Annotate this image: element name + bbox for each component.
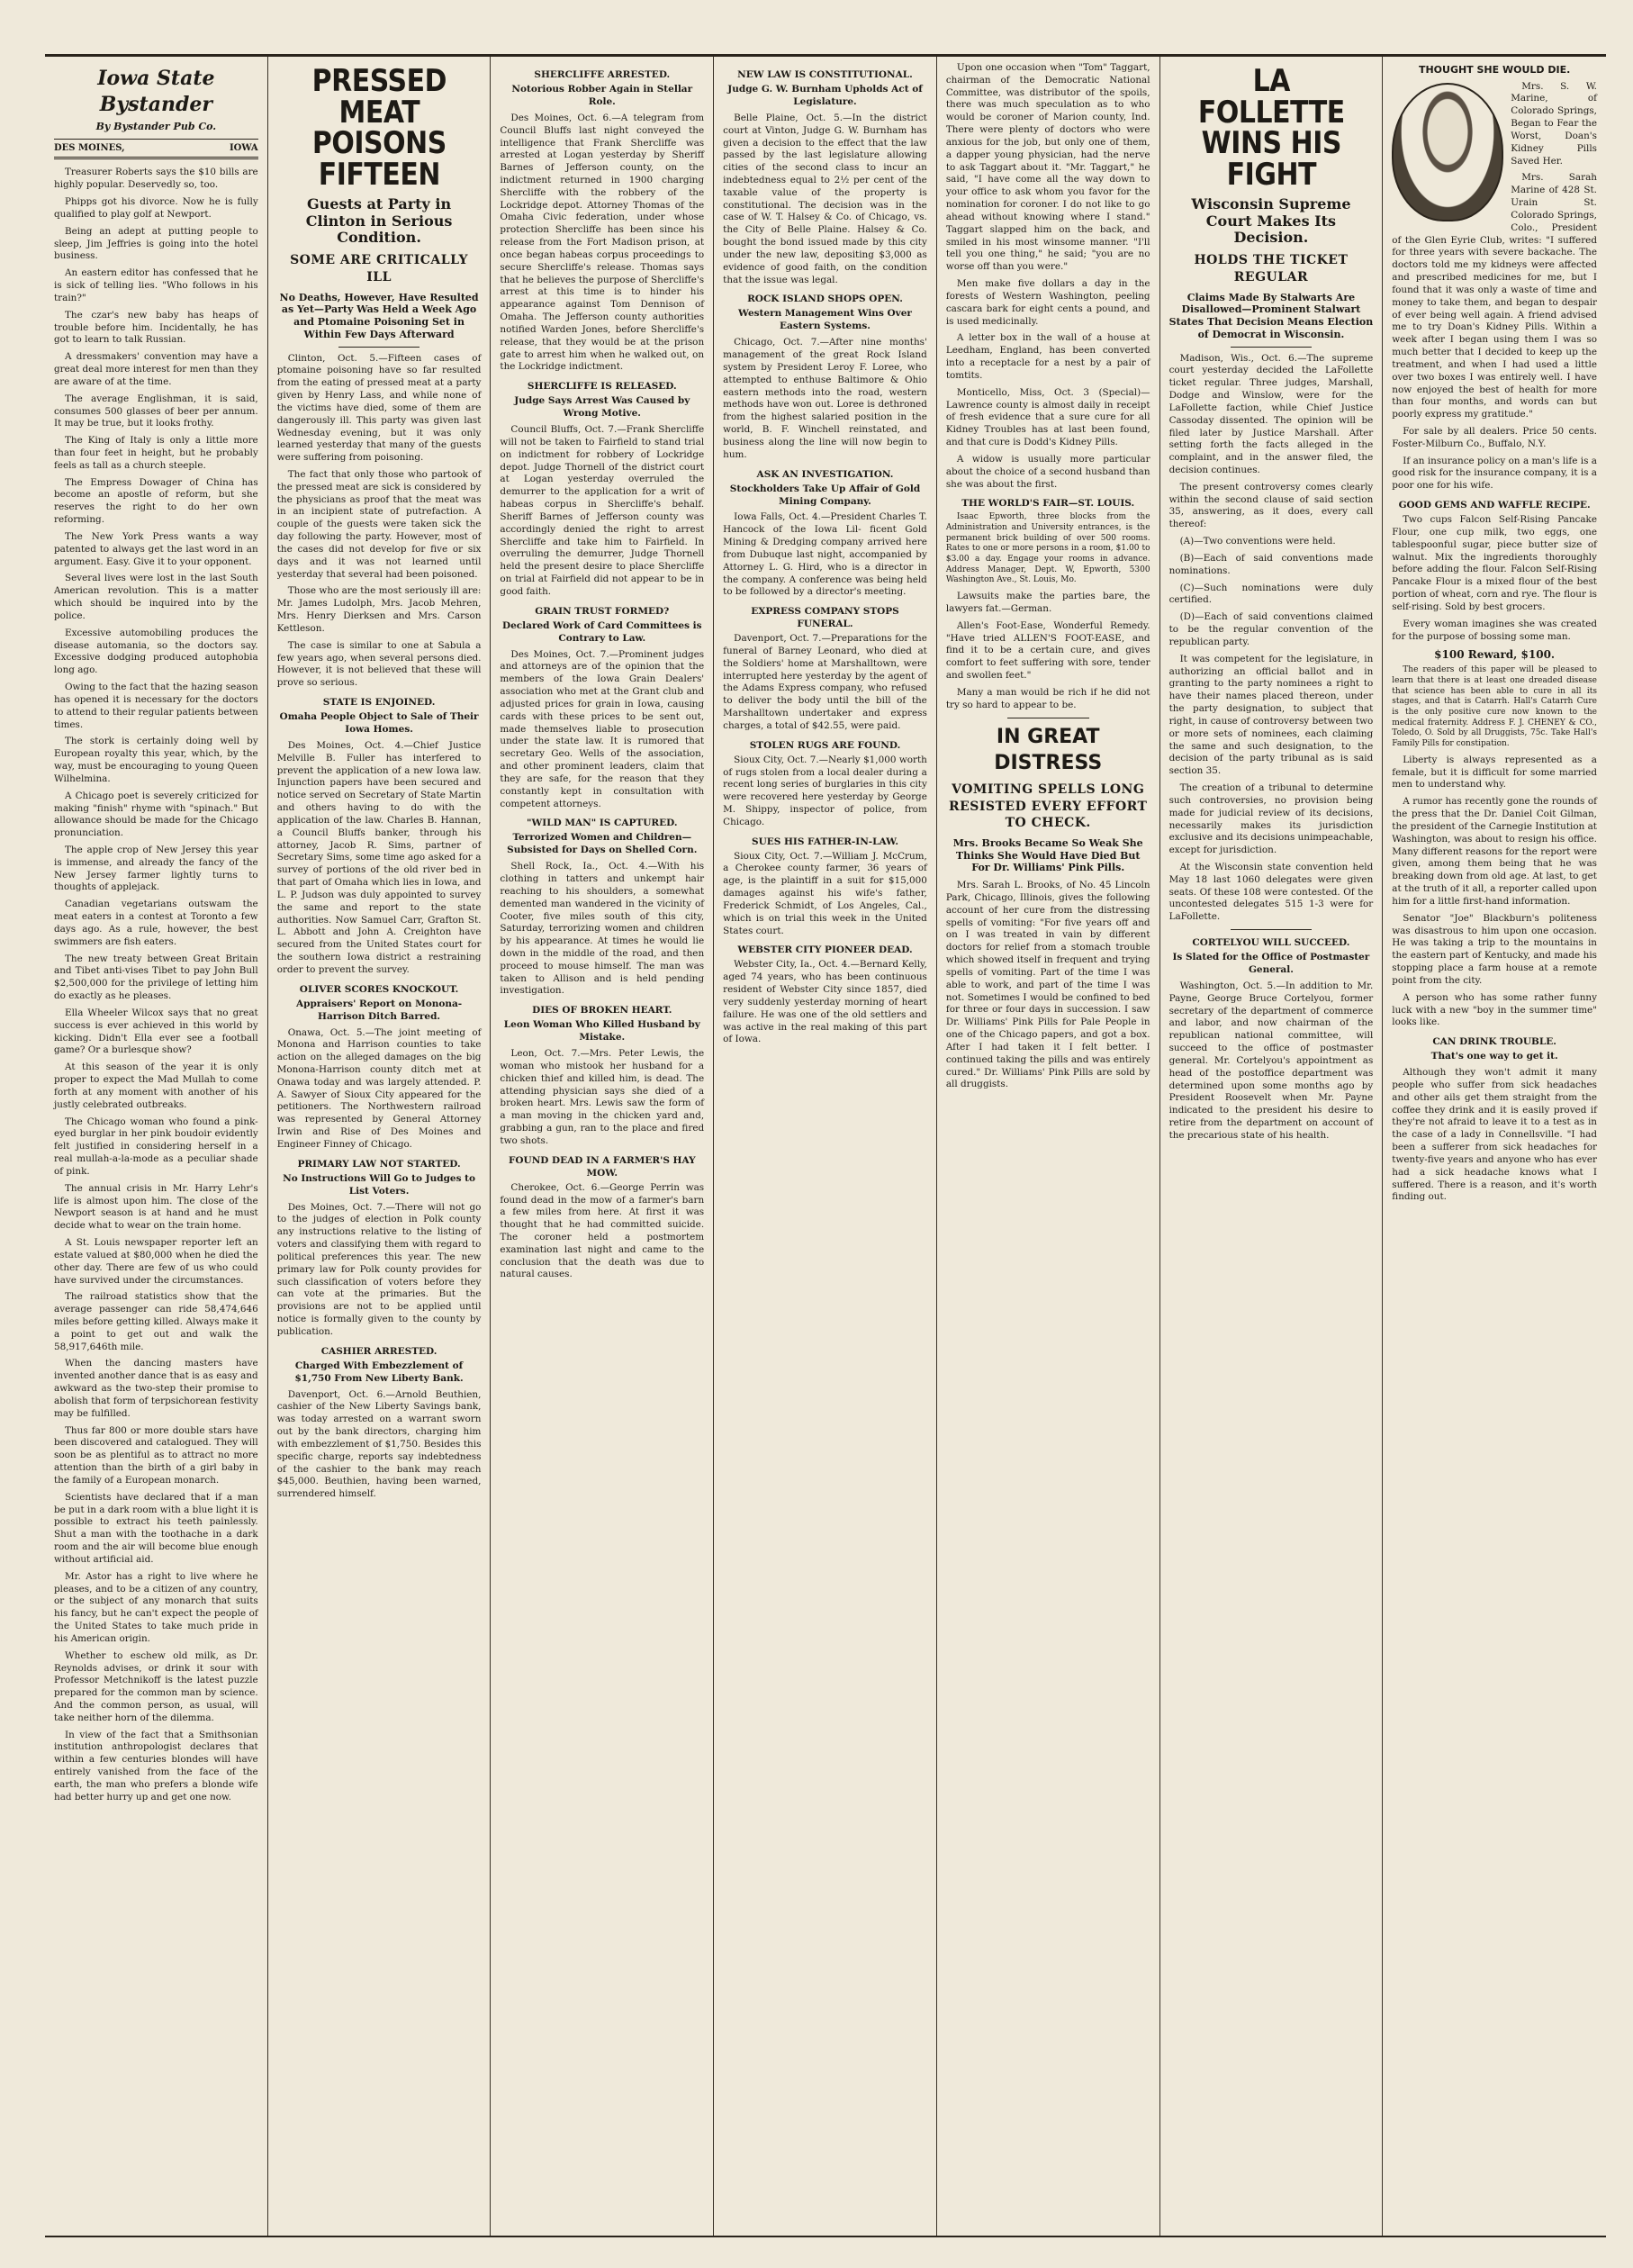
article-text: Davenport, Oct. 6.—Arnold Beuthien, cashier of the New Liberty Savings bank, was today arrested on a warrant sworn out by the bank directors, charging him with embezzlement of $1,750. Besides this specific charge, reports say indebtedness of the cashier to the bank may reach $45,000. Beuthien, having been warned, surrendered himself. — [276, 1388, 482, 1500]
paragraph: (C)—Such nominations were duly certified. — [1168, 582, 1374, 606]
paragraph: Ella Wheeler Wilcox says that no great success is ever achieved in this world by kicking. Didn't Ella ever see a football game? Or a burlesque show? — [54, 1007, 258, 1056]
paragraph: Owing to the fact that the hazing season has opened it is necessary for the doctors to attend to their regular patients between times. — [54, 682, 258, 730]
worlds-fair-body: Isaac Epworth, three blocks from the Administration and University entrances, is the permanent brick building of over 500 rooms. Rates to one or more persons in a room, $1.00 to $3.00 a day. Engage your rooms in advance. Address Manager, Dept. W, Epworth, 5300 Washington Ave., St. Louis, Mo. — [945, 512, 1150, 585]
headline-great-distress: IN GREAT DISTRESS — [994, 725, 1103, 774]
woman-portrait-image — [1392, 83, 1503, 221]
paragraph: At this season of the year it is only proper to expect the Mad Mullah to come forth at any moment with another of his justly celebrated outbreaks. — [54, 1062, 258, 1110]
paragraph: The fact that only those who partook of the pressed meat are sick is considered by the physicians as proof that the meat was in an incipient state of putrefaction. A couple of the guests were taken sick the day following the party. However, most of the cases did not develop for five or six days and it was not learned until yesterday that several had been poisoned. — [276, 468, 482, 580]
recipe-heading: GOOD GEMS AND WAFFLE RECIPE. — [1398, 500, 1591, 511]
article-heading: SHERCLIFFE IS RELEASED. — [527, 381, 677, 393]
column-2 — [268, 57, 492, 2236]
cortelyou-body: Washington, Oct. 5.—In addition to Mr. Payne, George Bruce Cortelyou, former secretary of the department of commerce and labor, and now chairman of the republican national committee, will succeed to the office of postmaster general. Mr. Cortelyou's appointment as head of the postoffice department was determined upon some months ago by President Roosevelt when Mr. Payne indicated to the president his desire to retire from the department on account of the precarious state of his health. — [1168, 980, 1374, 1141]
article-heading: DIES OF BROKEN HEART. — [532, 1005, 672, 1017]
paragraph: Thus far 800 or more double stars have been discovered and catalogued. They will soon be as plentiful as to attract no more attention than the birth of a girl baby in the family of a European monarch. — [54, 1424, 258, 1486]
article-text: Council Bluffs, Oct. 7.—Frank Shercliffe will not be taken to Fairfield to stand trial on indictment for robbery of Lockridge depot. Judge Thornell of the district court at Logan yesterday overruled the demurrer to the application for a writ of habeas corpus in Shercliffe's behalf. Sheriff Barnes of Jefferson county was accordingly denied the right to arrest Shercliffe and take him to Fairfield. In overruling the demurrer, Judge Thornell held the present desire to place Shercliffe on trial at Fairfield did not appear to be in good faith. — [500, 424, 705, 597]
paragraph: A St. Louis newspaper reporter left an estate valued at $80,000 when he died the other day. There are few of us who could have survived under the circumstances. — [54, 1237, 258, 1286]
article-subheading: Judge Says Arrest Was Caused by Wrong Motive. — [514, 395, 690, 420]
reward-body: The readers of this paper will be pleased to learn that there is at least one dreaded disease that science has been able to cure in all its stages, and that is Catarrh. Hall's Catarrh Cure is the only positive cure now known to the medical fraternity. Address F. J. CHENEY & CO., Toledo, O. Sold by all Druggists, 75c. Take Hall's Family Pills for constipation. — [1392, 665, 1597, 749]
article-subheading: Judge G. W. Burnham Upholds Act of Legislature. — [727, 83, 923, 107]
deck-vomiting: VOMITING SPELLS LONG RESISTED EVERY EFFORT TO CHECK. — [948, 782, 1148, 831]
article-heading: ROCK ISLAND SHOPS OPEN. — [747, 294, 903, 305]
paragraph: Lawsuits make the parties bare, the lawyers fat.—German. — [945, 591, 1150, 614]
article-text: Sioux City, Oct. 7.—William J. McCrum, a Cherokee county farmer, 36 years of age, is the plaintiff in a suit for $15,000 damages against his wife's father, Frederick Schmidt, of Los Angeles, Cal., which is on trial this week in the United States court. — [723, 850, 927, 936]
article-heading: WEBSTER CITY PIONEER DEAD. — [737, 944, 913, 956]
paragraph: Mr. Astor has a right to live where he pleases, and to be a citizen of any country, or the subject of any monarch that suits his fancy, but he can't expect the people of the United States to take much pride in his American origin. — [54, 1570, 258, 1644]
masthead-city: DES MOINES, — [54, 143, 125, 154]
column-3 — [491, 57, 714, 2236]
paragraph: Canadian vegetarians outswam the meat eaters in a contest at Toronto a few days ago. As a rule, however, the best swimmers are fish eaters. — [54, 899, 258, 947]
bossing-paragraph: Every woman imagines she was created for the purpose of bossing some man. — [1392, 618, 1597, 642]
article-heading: PRIMARY LAW NOT STARTED. — [297, 1158, 461, 1170]
article-heading: OLIVER SCORES KNOCKOUT. — [299, 983, 459, 995]
article-text: Shell Rock, Ia., Oct. 4.—With his clothing in tatters and unkempt hair reaching to his shoulders, a somewhat demented man wandered in the vicinity of Cooter, five miles south of this city, Saturday, terrorizing women and children by his appearance. At times he would lie down in the middle of the road, and then proceed to mouse himself. The man was taken to Allison and is held pending investigation. — [500, 861, 705, 997]
article-heading: STOLEN RUGS ARE FOUND. — [749, 739, 901, 751]
paragraph: Those who are the most seriously ill are: Mr. James Ludolph, Mrs. Jacob Mehren, Mrs. Henry Dierksen and Mrs. Carson Kettleson. — [276, 585, 482, 634]
reward-heading: $100 Reward, $100. — [1434, 648, 1556, 662]
paragraph: If an insurance policy on a man's life is a good risk for the insurance company, it is a poor one for his wife. — [1392, 455, 1597, 492]
article-subheading: Stockholders Take Up Affair of Gold Mining Company. — [729, 483, 921, 507]
masthead-title: Iowa State Bystander — [97, 67, 215, 117]
paragraph: The annual crisis in Mr. Harry Lehr's life is almost upon him. The close of the Newport season is at hand and he must decide what to wear on the train home. — [54, 1182, 258, 1232]
paragraph: It was competent for the legislature, in authorizing an official ballot and in granting to the party nominees a right to have their names placed thereon, under the party designation, to subject that right, in cause of controversy between two or more sets of nominees, each claiming the same and such designation, to the decision of the party tribunal as is said section 35. — [1168, 653, 1374, 777]
thought-she-would-die-heading: THOUGHT SHE WOULD DIE. — [1418, 64, 1571, 76]
article-text: Chicago, Oct. 7.—After nine months' management of the great Rock Island system by President Leroy F. Loree, who attempted to enthuse Baltimore & Ohio eastern methods into the road, western methods have won out. Loree is dethroned from the highest salaried position in the world, B. F. Winchell reinstated, and business along the line will now begin to hum. — [723, 337, 927, 460]
recipe-body: Two cups Falcon Self-Rising Pancake Flour, one cup milk, two eggs, one tablespoonful sugar, piece butter size of walnut. Mix the ingredients thoroughly before adding the flour. Falcon Self-Rising Pancake Flour is a mixed flour of the best portion of wheat, corn and rye. The flour is self-rising. Sold by best grocers. — [1392, 514, 1597, 612]
editorial-paragraphs — [54, 167, 258, 1803]
paragraph: For sale by all dealers. Price 50 cents. Foster-Milburn Co., Buffalo, N.Y. — [1392, 425, 1597, 449]
deck-clinton: Guests at Party in Clinton in Serious Condition. — [305, 194, 453, 247]
divider — [1231, 929, 1313, 930]
paragraph: Upon one occasion when "Tom" Taggart, chairman of the Democratic National Committee, was distributor of the spoils, there was much speculation as to who would be coroner of Marion county, Ind. There were plenty of doctors who were anxious for the job, but only one of them, a dapper young physician, had the nerve to ask Taggart about it. "Mr. Taggart," he said, "I have come all the way down to your office to ask whom you favor for the nomination for coroner. I do not like to go ahead without knowing where I stand." Taggart slapped him on the back, and smiled in his most winsome manner. "I'll tell you one thing," he said; "you are no worse off than you were." — [945, 62, 1150, 273]
paragraph: The czar's new baby has heaps of trouble before him. Incidentally, he has got to learn to talk Russian. — [54, 309, 258, 346]
deck-ticket-regular: HOLDS THE TICKET REGULAR — [1194, 253, 1349, 285]
paragraph: The railroad statistics show that the average passenger can ride 58,474,646 miles before getting killed. Always make it a point to get out and walk the 58,917,646th mile. — [54, 1291, 258, 1352]
article-heading: NEW LAW IS CONSTITUTIONAL. — [737, 69, 913, 80]
paragraph: A rumor has recently gone the rounds of the press that the Dr. Daniel Coit Gilman, the president of the Carnegie Institution at Washington, was about to resign his office. Many different reasons for the report were given, among them being that he was breaking down from old age. At last, to get at the truth of it all, a reporter called upon him for a little first-hand information. — [1392, 796, 1597, 907]
paragraph: The new treaty between Great Britain and Tibet anti-vises Tibet to pay John Bull $2,500,000 for the privilege of letting him do exactly as he pleases. — [54, 953, 258, 1002]
paragraph: A Chicago poet is severely criticized for making "finish" rhyme with "spinach." But allowance should be made for the Chicago pronunciation. — [54, 790, 258, 839]
paragraph: A widow is usually more particular about the choice of a second husband than she was about the first. — [945, 453, 1150, 490]
deck-critically-ill: SOME ARE CRITICALLY ILL — [290, 253, 469, 285]
article-text: Davenport, Oct. 7.—Preparations for the funeral of Barney Leonard, who died at the Soldiers' home at Marshalltown, were interrupted here yesterday by the agent of the Adams Express company, who refused to deliver the body until the bill of the Marshalltown undertaker and express charges, a total of $42.55, were paid. — [723, 633, 927, 731]
column-1 — [45, 57, 268, 2236]
article-heading: GRAIN TRUST FORMED? — [535, 605, 670, 617]
can-drink-trouble-heading: CAN DRINK TROUBLE. — [1432, 1036, 1556, 1048]
masthead-state: IOWA — [229, 143, 258, 154]
article-text: Leon, Oct. 7.—Mrs. Peter Lewis, the woman who mistook her husband for a chicken thief and killed him, is dead. The attending physician says she died of a broken heart. Mrs. Lewis saw the form of a man moving in the chicken yard and, grabbing a gun, ran to the place and fired two shots. — [500, 1048, 705, 1146]
article-text: Des Moines, Oct. 4.—Chief Justice Melville B. Fuller has interfered to prevent the application of a new Iowa law. Injunction papers have been secured and notice served on Secretary of State Martin and others having to do with the application of the law. Charles B. Hannan, a Council Bluffs banker, through his attorney, Jacob R. Sims, partner of Secretary Sims, some time ago asked for a survey of portions of the old river bed in that part of Omaha which lies in Iowa, and L. P. Judson was duly appointed to survey the same and report to the state authorities. Now Samuel Carr, Grafton St. L. Abbott and John A. Creighton have secured from the United States court for the southern Iowa district a restraining order to prevent the survey. — [276, 739, 482, 975]
article-list — [723, 69, 927, 1046]
deck-wisconsin: Wisconsin Supreme Court Makes Its Decision. — [1191, 194, 1351, 247]
worlds-fair-heading: THE WORLD'S FAIR—ST. LOUIS. — [961, 498, 1135, 510]
article-subheading: No Instructions Will Go to Judges to List Voters. — [283, 1172, 476, 1197]
paragraph: Liberty is always represented as a female, but it is difficult for some married men to understand why. — [1392, 754, 1597, 791]
paragraph: A letter box in the wall of a house at Leedham, England, has been converted into a receptacle for a nest by a pair of tomtits. — [945, 332, 1150, 381]
column-grid — [45, 54, 1606, 2237]
article-text: Belle Plaine, Oct. 5.—In the district court at Vinton, Judge G. W. Burnham has given a decision to the effect that the law passed by the last legislature allowing cities of the second class to incur an indebtedness equal to 2½ per cent of the taxable value of the property is constitutional. The decision was in the case of W. T. Halsey & Co. of Chicago, vs. the City of Belle Plaine. Halsey & Co. bought the bond issued made by this city under the new law, depositing $3,000 as evidence of good faith, on the condition that the issue was legal. — [723, 112, 927, 285]
paragraph: Excessive automobiling produces the disease automania, so the doctors say. Excessive dodging produced autophobia long ago. — [54, 627, 258, 676]
column-4 — [714, 57, 937, 2236]
subdeck-no-deaths: No Deaths, However, Have Resulted as Yet—Party Was Held a Week Ago and Ptomaine Poisoning Set in Within Few Days Afterward — [279, 291, 479, 340]
article-heading: SUES HIS FATHER-IN-LAW. — [752, 836, 898, 847]
subdeck-mrs-brooks: Mrs. Brooks Became So Weak She Thinks She Would Have Died But For Dr. Williams' Pink Pills. — [952, 836, 1143, 874]
article-list — [500, 69, 704, 1281]
paragraph: When the dancing masters have invented another dance that is as easy and awkward as the two-step their promise to abolish that form of terpsichorean festivity may be fulfilled. — [54, 1358, 258, 1419]
paragraph: (D)—Each of said conventions claimed to be the regular convention of the republican party. — [1168, 611, 1374, 647]
paragraph: At the Wisconsin state convention held May 18 last 1060 delegates were given seats. Of these 108 were contested. Of the uncontested delegates 515 1-3 were for LaFollette. — [1168, 862, 1374, 923]
paragraph: Mrs. Sarah Marine of 428 St. Urain St. Colorado Springs, Colo., President of the Glen Eyrie Club, writes: "I suffered for three years with severe backache. The doctors told me my kidneys were affected and prescribed medicines for me, but I found that it was only a waste of time and money to take them, and began to despair of ever being well again. A friend advised me to try Doan's Kidney Pills. Within a week after I began using them I was so much better that I decided to keep up the treatment, and when I had used a little over two boxes I was entirely well. I have now enjoyed the best of health for more than four months, and words can but poorly express my gratitude." — [1392, 172, 1597, 420]
paragraph: The creation of a tribunal to determine such controversies, no provision being made for judicial review of its decisions, necessarily makes its jurisdiction exclusive and its decisions unimpeachable, except for jurisdiction. — [1168, 782, 1374, 856]
article-text: Webster City, Ia., Oct. 4.—Bernard Kelly, aged 74 years, who has been continuous resident of Webster City since 1857, died very suddenly yesterday morning of heart failure. He was one of the old settlers and was active in the real making of this part of Iowa. — [723, 959, 927, 1045]
masthead-dateline — [54, 139, 258, 159]
paragraph: The King of Italy is only a little more than four feet in height, but he probably feels as tall as a church steeple. — [54, 435, 258, 471]
cortelyou-subheading: Is Slated for the Office of Postmaster General. — [1172, 952, 1370, 976]
masthead-publisher: By Bystander Pub Co. — [95, 120, 217, 132]
paragraph: Scientists have declared that if a man be put in a dark room with a blue light it is possible to extract his teeth painlessly. Shut a man with the toothache in a dark room and the air will become blue enough without artificial aid. — [54, 1491, 258, 1565]
paragraph: The apple crop of New Jersey this year is immense, and already the fancy of the New Jersey farmer lightly turns to thoughts of applejack. — [54, 845, 258, 893]
article-heading: FOUND DEAD IN A FARMER'S HAY MOW. — [508, 1154, 696, 1179]
article-heading: "WILD MAN" IS CAPTURED. — [527, 818, 678, 829]
paragraph: Being an adept at putting people to sleep, Jim Jeffries is going into the hotel business. — [54, 225, 258, 262]
paragraph: The Chicago woman who found a pink-eyed burglar in her pink boudoir evidently felt justified in considering herself in a real mullah-a-la-mode as a peculiar shade of pink. — [54, 1116, 258, 1177]
article-subheading: Omaha People Object to Sale of Their Iowa Homes. — [279, 711, 479, 735]
article-subheading: Western Management Wins Over Eastern Systems. — [738, 308, 912, 332]
article-text: Sioux City, Oct. 7.—Nearly $1,000 worth of rugs stolen from a local dealer during a recent long series of burglaries in this city were recovered here yesterday by George M. Shippy, inspector of police, from Chicago. — [723, 754, 927, 827]
article-text: Iowa Falls, Oct. 4.—President Charles T. Hancock of the Iowa Lil- ficent Gold Mining & Dredging company arrived here from Dubuque last night, accompanied by Attorney L. G. Hird, who is a director in the company. A conference was being held to be followed by a director's meeting. — [723, 511, 927, 598]
article-subheading: Appraisers' Report on Monona-Harrison Ditch Barred. — [295, 998, 463, 1022]
article-body — [946, 62, 1150, 491]
paragraph: Phipps got his divorce. Now he is fully qualified to play golf at Newport. — [54, 196, 258, 220]
divider — [338, 347, 420, 348]
paragraph: Mrs. S. W. Marine, of Colorado Springs, Began to Fear the Worst, Doan's Kidney Pills Saved Her. — [1511, 80, 1597, 167]
paragraph: Men make five dollars a day in the forests of Western Washington, peeling cascara bark for eight cents a pound, and is used medicinally. — [945, 278, 1150, 327]
paragraph: Senator "Joe" Blackburn's politeness was disastrous to him upon one occasion. He was taking a trip to the mountains in the eastern part of Kentucky, and made his stopping place a farm house at a remote point from the city. — [1392, 912, 1597, 986]
article-subheading: Leon Woman Who Killed Husband by Mistake. — [503, 1019, 700, 1044]
article-text: Des Moines, Oct. 7.—Prominent judges and attorneys are of the opinion that the members of the Iowa Grain Dealers' association who met at the Grant club and adjusted prices for grain in Iowa, causing cards with these prices to be sent out, made themselves liable to prosecution under the state law. It is rumored that secretary Geo. Wells of the association, and other prominent leaders, claim that they are safe, for the reason that they constantly kept in consultation with competent attorneys. — [500, 648, 705, 809]
article-heading: CASHIER ARRESTED. — [320, 1345, 438, 1357]
paragraph: The average Englishman, it is said, consumes 500 glasses of beer per annum. It may be true, but it looks frothy. — [54, 393, 258, 429]
article-subheading: Charged With Embezzlement of $1,750 From New Liberty Bank. — [294, 1360, 464, 1384]
article-heading: SHERCLIFFE ARRESTED. — [534, 69, 671, 80]
headline-pressed-meat: PRESSED MEAT POISONS FIFTEEN — [311, 63, 447, 194]
paragraph: Treasurer Roberts says the $10 bills are highly popular. Deservedly so, too. — [54, 167, 258, 191]
paragraph: A person who has some rather funny luck with a new "boy in the summer time" looks like. — [1392, 991, 1597, 1028]
article-subheading: Notorious Robber Again in Stellar Role. — [511, 83, 693, 107]
article-list — [277, 697, 482, 1501]
article-text: Des Moines, Oct. 7.—There will not go to the judges of election in Polk county any instructions relative to the listing of voters and classifying them with regard to political preferences this year. The new primary law for Polk county provides for such classification of voters before they can vote at the primaries. But the provisions are not to be applied until notice is formally given to the county by publication. — [276, 1201, 482, 1337]
article-text: Des Moines, Oct. 6.—A telegram from Council Bluffs last night conveyed the intelligence that Frank Shercliffe was arrested at Logan yesterday by Sheriff Barnes of Jefferson county, on the indictment returned in 1900 charging Shercliffe with the robbery of the Lockridge depot. Attorney Thomas of the Omaha Civic federation, under whose protection Shercliffe has been since his release from the Fort Madison prison, at once began habeas corpus proceedings to secure Shercliffe's release. Thomas says that he believes the purpose of Shercliffe's arrest at this time is to hinder his appearance against Tom Dennison of Omaha. The Jefferson county authorities notified Warden Jones, before Shercliffe's release, that they would be at the prison gate to arrest him when he walked out, on the Lockridge indictment. — [500, 112, 705, 373]
article-text: Cherokee, Oct. 6.—George Perrin was found dead in the mow of a farmer's barn a few miles from here. At first it was thought that he had committed suicide. The coroner held a postmortem examination last night and came to the conclusion that the death was due to natural causes. — [500, 1181, 705, 1280]
paragraph: Whether to eschew old milk, as Dr. Reynolds advises, or drink it sour with Professor Metchnikoff is the latest puzzle prepared for the common man by science. And the common person, as usual, will take neither horn of the dilemma. — [54, 1649, 258, 1723]
article-heading: STATE IS ENJOINED. — [322, 697, 436, 709]
distress-body: Mrs. Sarah L. Brooks, of No. 45 Lincoln Park, Chicago, Illinois, gives the following account of her cure from the distressing spells of vomiting: "For five years off and on I was treated in vain by different doctors for relief from a stomach trouble which showed itself in frequent and trying spells of vomiting. Part of the time I was able to work, and part of the time I was not. Sometimes I would be confined to bed for three or four days in succession. I saw Dr. Williams' Pink Pills for Pale People in one of the Chicago papers, and got a box. After I had taken it I felt better. I continued taking the pills and was entirely cured." Dr. Williams' Pink Pills are sold by all druggists. — [945, 880, 1150, 1090]
article-body — [277, 353, 482, 691]
cortelyou-heading: CORTELYOU WILL SUCCEED. — [1192, 937, 1350, 949]
paragraph: (B)—Each of said conventions made nominations. — [1168, 552, 1374, 576]
drink-body: Although they won't admit it many people who suffer from sick headaches and other ails get them straight from the coffee they drink and it is easily proved if they're not afraid to leave it to a test as in the case of a lady in Connellsville. "I had been a sufferer from sick headaches for twenty-five years and anyone who has ever had a sick headache knows what I suffered. There is a reason, and it's worth finding out. — [1392, 1067, 1597, 1203]
can-drink-trouble-subheading: That's one way to get it. — [1430, 1051, 1558, 1062]
column-7 — [1383, 57, 1606, 2236]
paragraph: (A)—Two conventions were held. — [1179, 536, 1336, 547]
paragraph: The stork is certainly doing well by European royalty this year, which, by the way, must be encouraging to young Queen Wilhelmina. — [54, 736, 258, 784]
subdeck-stalwarts: Claims Made By Stalwarts Are Disallowed—Prominent Stalwart States That Decision Means Election of Democrat in Wisconsin. — [1168, 291, 1374, 340]
paragraph: Several lives were lost in the last South American revolution. This is a matter which should be inquired into by the police. — [54, 573, 258, 621]
article-heading: ASK AN INVESTIGATION. — [756, 468, 894, 480]
divider — [1231, 347, 1313, 348]
article-subheading: Terrorized Women and Children—Subsisted for Days on Shelled Corn. — [507, 832, 698, 856]
paragraph: Clinton, Oct. 5.—Fifteen cases of ptomaine poisoning have so far resulted from the eating of pressed meat at a party given by Henry Lass, and while none of the victims have died, some of them are dangerously ill. This party was given last Wednesday evening, but it was only learned yesterday that many of the guests were suffering from poisoning. — [276, 352, 482, 464]
article-body — [1169, 353, 1374, 925]
paragraph: An eastern editor has confessed that he is sick of telling lies. "Who follows in his train?" — [54, 267, 258, 303]
article-heading: EXPRESS COMPANY STOPS FUNERAL. — [751, 606, 899, 630]
paragraph: The New York Press wants a way patented to always get the last word in an argument. Easy. Give it to your opponent. — [54, 530, 258, 567]
paragraph: Monticello, Miss, Oct. 3 (Special)—Lawrence county is almost daily in receipt of fresh evidence that a sure cure for all Kidney Troubles has at last been found, and that cure is Dodd's Kidney Pills. — [945, 386, 1150, 448]
paragraph: In view of the fact that a Smithsonian institution anthropologist declares that within a few centuries blondes will have entirely vanished from the face of the earth, the man who prefers a blonde wife had better hurry up and get one now. — [54, 1729, 258, 1803]
misc-paragraphs — [946, 591, 1150, 711]
paragraph: The Empress Dowager of China has become an apostle of reform, but she reserves the right to do her own reforming. — [54, 476, 258, 526]
column-5 — [937, 57, 1160, 2236]
paragraph: Many a man would be rich if he did not try so hard to appear to be. — [945, 686, 1150, 710]
paragraph: The present controversy comes clearly within the second clause of said section 35, answering, as it does, every call thereof: — [1168, 481, 1374, 530]
headline-la-follette: LA FOLLETTE WINS HIS FIGHT — [1197, 63, 1345, 194]
column-6 — [1160, 57, 1384, 2236]
paragraph: A dressmakers' convention may have a great deal more interest for men than they are aware of at the time. — [54, 351, 258, 387]
paragraph: Allen's Foot-Ease, Wonderful Remedy. "Have tried ALLEN'S FOOT-EASE, and find it to be a certain cure, and gives comfort to feet suffering with sore, tender and swollen feet." — [945, 619, 1150, 682]
paragraph: Madison, Wis., Oct. 6.—The supreme court yesterday decided the LaFollette ticket regular. Three judges, Marshall, Dodge and Winslow, were for the LaFollette faction, while Chief Justice Cassoday dissented. The opinion will be filed later by Justice Marshall. After setting forth the facts alleged in the complaint, and in the answer filed, the decision continues. — [1168, 352, 1374, 475]
misc-paragraphs — [1392, 754, 1597, 1029]
article-text: Onawa, Oct. 5.—The joint meeting of Monona and Harrison counties to take action on the alleged damages on the big Monona-Harrison county ditch met at Onawa today and was largely attended. P. A. Sawyer of Sioux City appeared for the petitioners. The Northwestern railroad was represented by General Attorney Irwin and Rise of Des Moines and Engineer Finney of Chicago. — [276, 1026, 482, 1150]
paragraph: The case is similar to one at Sabula a few years ago, when several persons died. However, it is not believed that these will prove so serious. — [276, 639, 482, 689]
article-subheading: Declared Work of Card Committees is Contrary to Law. — [502, 619, 702, 644]
